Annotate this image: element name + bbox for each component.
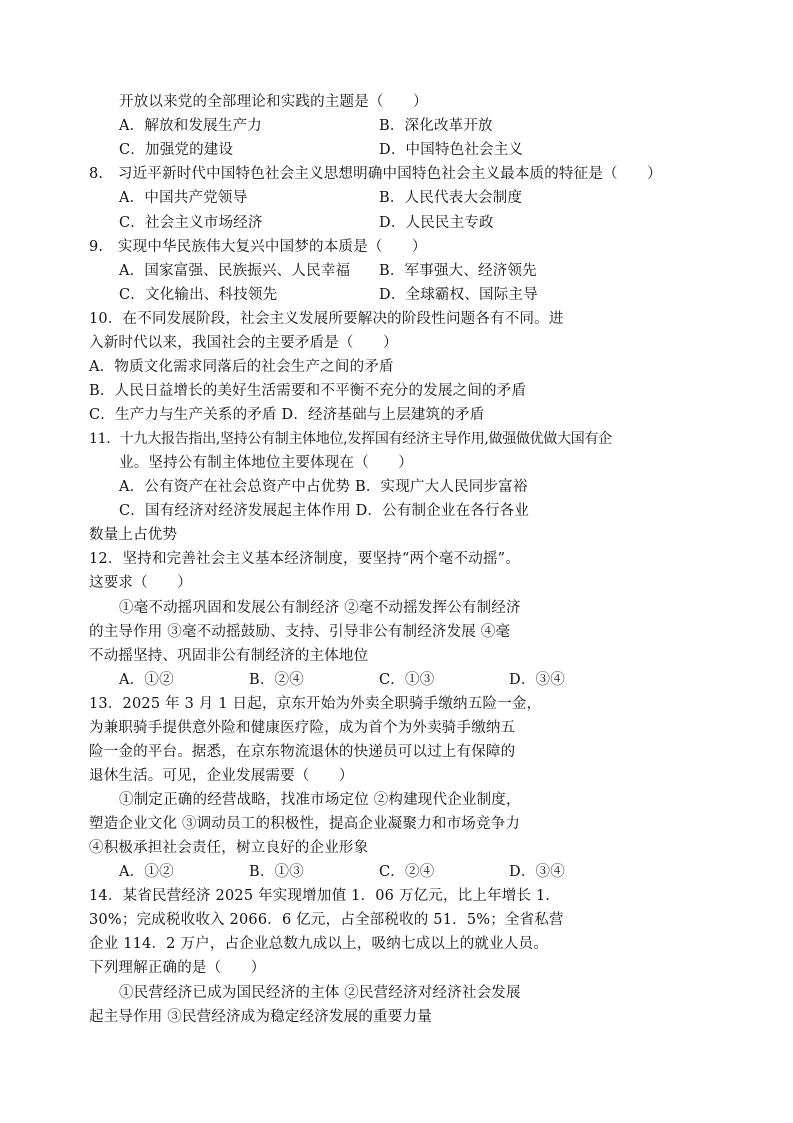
q13-stem-line1: 13．2025 年 3 月 1 日起，京东开始为外卖全职骑手缴纳五险一金， — [89, 696, 542, 712]
q7-option-a: A．解放和发展生产力 — [119, 118, 262, 134]
q12-stem-line2: 这要求（ ） — [89, 575, 192, 591]
q10-stem-line1: 10．在不同发展阶段，社会主义发展所要解决的阶段性问题各有不同。进 — [89, 311, 564, 327]
q7-option-b: B．深化改革开放 — [379, 118, 493, 134]
q14-stem-line3: 企业 114．2 万户，占企业总数九成以上，吸纳七成以上的就业人员。 — [89, 936, 548, 952]
q7-option-c: C．加强党的建设 — [119, 142, 234, 158]
q11-option-cd: C．国有经济对经济发展起主体作用 D．公有制企业在各行各业 — [119, 503, 530, 519]
q8-stem: 8. 习近平新时代中国特色社会主义思想明确中国特色社会主义最本质的特征是（ ） — [89, 166, 662, 182]
q14-stem-line4: 下列理解正确的是（ ） — [89, 960, 266, 976]
q12-statements-line1: ①毫不动摇巩固和发展公有制经济 ②毫不动摇发挥公有制经济 — [119, 600, 521, 616]
q14-stem-line1: 14．某省民营经济 2025 年实现增加值 1．06 万亿元，比上年增长 1． — [89, 888, 561, 904]
q13-statements-line3: ④积极承担社会责任，树立良好的企业形象 — [89, 840, 369, 856]
q7-stem-continued: 开放以来党的全部理论和实践的主题是（ ） — [119, 94, 428, 110]
q12-option-a: A．①② — [119, 672, 174, 688]
q12-option-c: C．①③ — [379, 672, 435, 688]
q11-stem-line1: 11．十九大报告指出,坚持公有制主体地位,发挥国有经济主导作用,做强做优做大国有企 — [89, 431, 612, 447]
q13-stem-line2: 为兼职骑手提供意外险和健康医疗险，成为首个为外卖骑手缴纳五 — [89, 720, 516, 736]
q14-statements-line2: 起主导作用 ③民营经济成为稳定经济发展的重要力量 — [89, 1009, 432, 1025]
q12-statements-line2: 的主导作用 ③毫不动摇鼓励、支持、引导非公有制经济发展 ④毫 — [89, 624, 511, 640]
q10-option-a: A．物质文化需求同落后的社会生产之间的矛盾 — [89, 359, 394, 375]
q12-option-d: D．③④ — [509, 672, 565, 688]
q10-stem-line2: 入新时代以来，我国社会的主要矛盾是（ ） — [89, 335, 398, 351]
q8-option-a: A．中国共产党领导 — [119, 190, 248, 206]
q12-option-b: B．②④ — [249, 672, 304, 688]
q13-statements-line2: 塑造企业文化 ③调动员工的积极性，提高企业凝聚力和市场竞争力 — [89, 816, 521, 832]
q8-option-c: C．社会主义市场经济 — [119, 215, 263, 231]
q13-statements-line1: ①制定正确的经营战略，找准市场定位 ②构建现代企业制度， — [119, 792, 521, 808]
q10-option-b: B．人民日益增长的美好生活需要和不平衡不充分的发展之间的矛盾 — [89, 383, 527, 399]
q13-option-b: B．①③ — [249, 864, 304, 880]
q9-stem: 9. 实现中华民族伟大复兴中国梦的本质是（ ） — [89, 239, 427, 255]
q11-option-ab: A．公有资产在社会总资产中占优势 B．实现广大人民同步富裕 — [119, 479, 528, 495]
q8-option-b: B．人民代表大会制度 — [379, 190, 523, 206]
q13-option-a: A．①② — [119, 864, 174, 880]
q13-option-d: D．③④ — [509, 864, 565, 880]
q13-option-c: C．②④ — [379, 864, 435, 880]
q7-option-d: D．中国特色社会主义 — [379, 142, 524, 158]
q13-stem-line4: 退休生活。可见，企业发展需要（ ） — [89, 768, 354, 784]
q12-statements-line3: 不动摇坚持、巩固非公有制经济的主体地位 — [89, 648, 369, 664]
q10-option-cd: C．生产力与生产关系的矛盾 D．经济基础与上层建筑的矛盾 — [89, 407, 485, 423]
q9-option-d: D．全球霸权、国际主导 — [379, 287, 538, 303]
q12-stem-line1: 12．坚持和完善社会主义基本经济制度，要坚持“两个毫不动摇”。 — [89, 551, 520, 567]
q13-stem-line3: 险一金的平台。据悉，在京东物流退休的快递员可以过上有保障的 — [89, 744, 516, 760]
q8-option-d: D．人民民主专政 — [379, 215, 494, 231]
q11-option-d-continued: 数量上占优势 — [89, 527, 178, 543]
q9-option-b: B．军事强大、经济领先 — [379, 263, 537, 279]
q14-statements-line1: ①民营经济已成为国民经济的主体 ②民营经济对经济社会发展 — [119, 985, 521, 1001]
q9-option-c: C．文化输出、科技领先 — [119, 287, 278, 303]
q14-stem-line2: 30%；完成税收收入 2066．6 亿元，占全部税收的 51．5%；全省私营 — [89, 912, 564, 928]
q9-option-a: A．国家富强、民族振兴、人民幸福 — [119, 263, 351, 279]
q11-stem-line2: 业。坚持公有制主体地位主要体现在（ ） — [119, 455, 413, 471]
